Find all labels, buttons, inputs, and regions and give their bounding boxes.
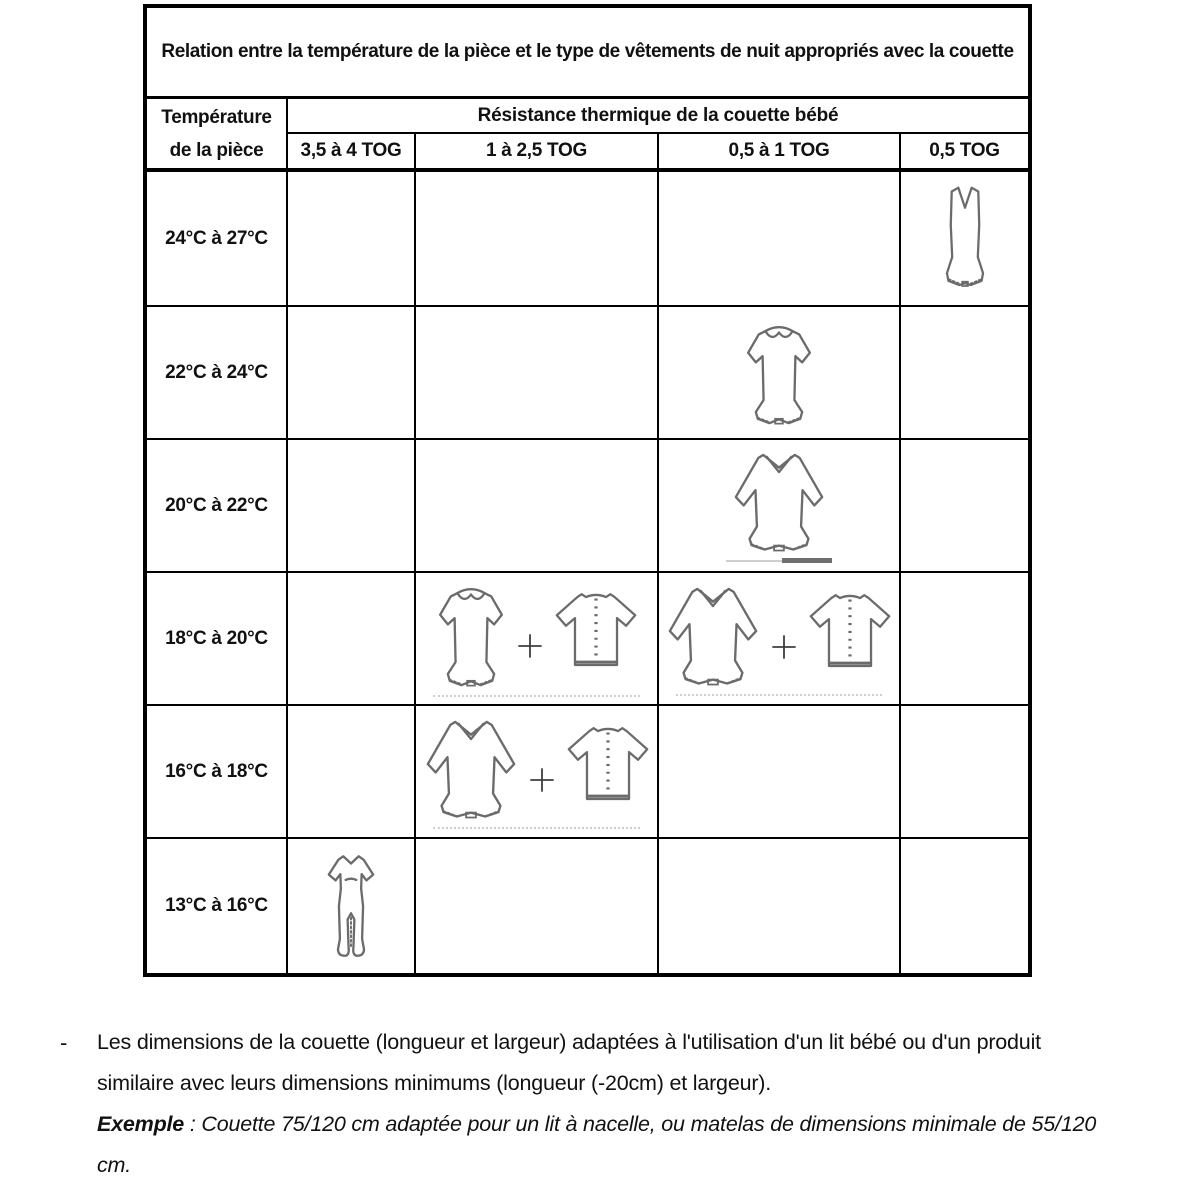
garment-cell	[287, 306, 415, 439]
bodysuit-long-sleeve-icon	[662, 582, 764, 688]
temp-label: 20°C à 22°C	[145, 439, 287, 572]
table-row	[145, 170, 1030, 306]
cardigan-icon	[804, 589, 896, 675]
bodysuit-long-sleeve-icon	[728, 448, 830, 554]
plus-icon	[771, 632, 797, 662]
garment-cell	[900, 838, 1030, 975]
scan-dotted-artifact	[433, 827, 640, 829]
garment-cell	[658, 838, 900, 975]
garment-combo	[432, 581, 642, 689]
tog-table	[143, 4, 1032, 977]
temp-label: 24°C à 27°C	[145, 170, 287, 306]
garment-cell	[658, 306, 900, 439]
garment-combo	[318, 850, 384, 962]
table-row	[145, 838, 1030, 975]
table-row	[145, 306, 1030, 439]
temperature-header-line1: Température	[161, 106, 272, 128]
plus-icon	[529, 765, 555, 795]
note-dimensions: Les dimensions de la couette (longueur et largeur) adaptées à l'utilisation d'un lit bébé ou d'un produit similaire avec leurs dimensions minimums (longueur (-20cm) et largeur).	[97, 1030, 1041, 1095]
table-row	[145, 572, 1030, 705]
tog-header-3-5-a-4: 3,5 à 4 TOG	[287, 133, 415, 170]
garment-cell	[287, 572, 415, 705]
note-example-label: Exemple	[97, 1112, 185, 1136]
garment-cell	[658, 170, 900, 306]
garment-cell	[658, 439, 900, 572]
scan-dotted-artifact	[676, 694, 882, 696]
garment-cell	[900, 439, 1030, 572]
scan-smudge-artifact	[726, 558, 832, 563]
garment-cell	[415, 705, 658, 838]
garment-cell	[658, 705, 900, 838]
temperature-header-line2: de la pièce	[169, 139, 264, 161]
cardigan-icon	[550, 588, 642, 674]
garment-cell	[415, 170, 658, 306]
garment-combo	[420, 715, 654, 821]
temp-label: 22°C à 24°C	[145, 306, 287, 439]
sleepsuit-footed-icon	[318, 850, 384, 962]
bodysuit-long-sleeve-icon	[420, 715, 522, 821]
temp-label: 16°C à 18°C	[145, 705, 287, 838]
table-body	[145, 170, 1030, 975]
table-row	[145, 439, 1030, 572]
temperature-column-header	[145, 98, 287, 171]
garment-cell	[658, 572, 900, 705]
plus-icon	[517, 631, 543, 661]
tog-header-0-5-a-1: 0,5 à 1 TOG	[658, 133, 900, 170]
garment-cell	[287, 838, 415, 975]
garment-combo	[662, 582, 896, 688]
garment-cell	[415, 838, 658, 975]
bodysuit-sleeveless-icon	[936, 183, 994, 295]
garment-cell	[415, 572, 658, 705]
note-text-block	[97, 1022, 1107, 1186]
garment-cell	[900, 572, 1030, 705]
tog-header-1-a-2-5: 1 à 2,5 TOG	[415, 133, 658, 170]
garment-cell	[287, 705, 415, 838]
garment-combo	[740, 319, 818, 427]
garment-cell	[287, 439, 415, 572]
notes-section	[60, 1022, 1120, 1186]
garment-cell	[287, 170, 415, 306]
garment-combo	[728, 448, 830, 554]
bodysuit-short-sleeve-icon	[740, 319, 818, 427]
tog-header-0-5: 0,5 TOG	[900, 133, 1030, 170]
resistance-group-header: Résistance thermique de la couette bébé	[287, 98, 1030, 134]
garment-cell	[415, 439, 658, 572]
note-example-text: : Couette 75/120 cm adaptée pour un lit à nacelle, ou matelas de dimensions minimale de 55/120 cm.	[97, 1112, 1097, 1177]
cardigan-icon	[562, 722, 654, 808]
temp-label: 18°C à 20°C	[145, 572, 287, 705]
garment-combo	[936, 183, 994, 295]
garment-cell	[900, 170, 1030, 306]
bodysuit-short-sleeve-icon	[432, 581, 510, 689]
garment-cell	[900, 306, 1030, 439]
note-example	[97, 1104, 1107, 1186]
garment-cell	[415, 306, 658, 439]
scan-dotted-artifact	[433, 695, 640, 697]
bullet-dash: -	[60, 1030, 68, 1055]
garment-cell	[900, 705, 1030, 838]
table-title: Relation entre la température de la pièce et le type de vêtements de nuit appropriés avec la couette	[145, 6, 1030, 98]
table-row	[145, 705, 1030, 838]
temp-label: 13°C à 16°C	[145, 838, 287, 975]
